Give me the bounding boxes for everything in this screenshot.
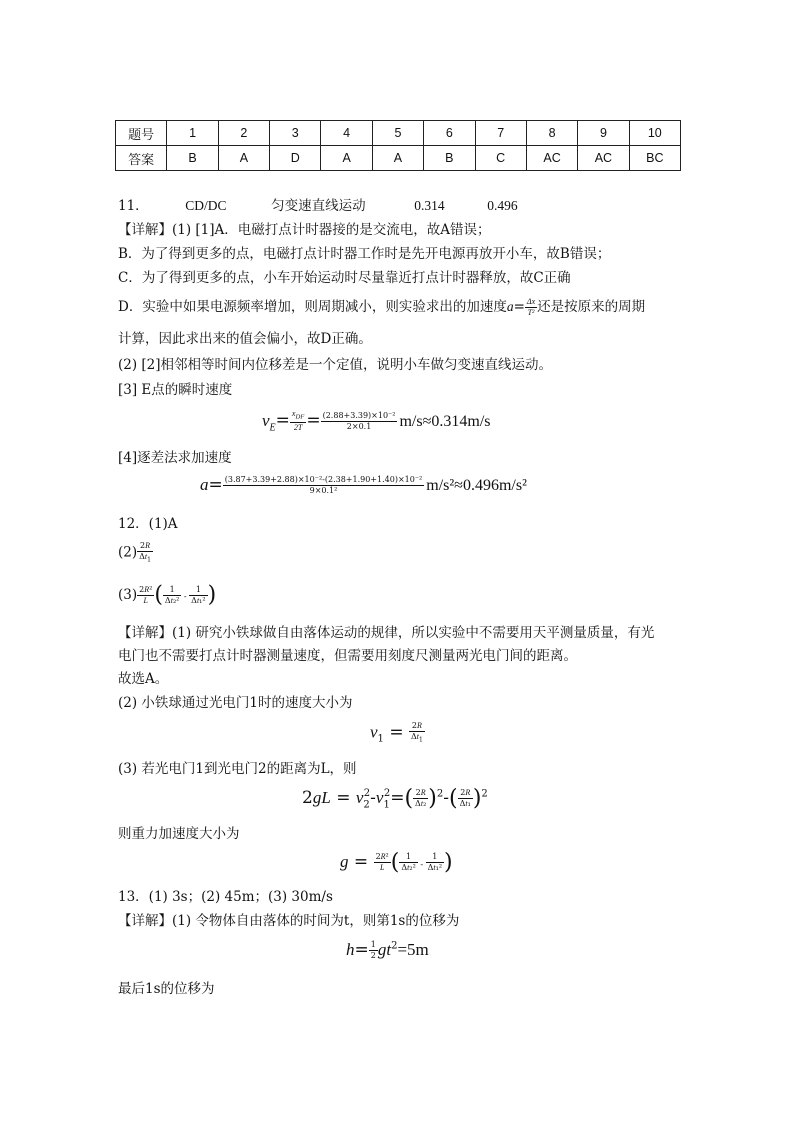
equation-ve: $v_E=$ $\frac{x_{DF}}{2T}$ = $\frac{\text{(2.88+3.39)×10⁻²}}{2\times 0.1}$ m/s≈0.314m/s bbox=[262, 409, 491, 434]
equation-a: a= $\frac{\text{(3.87+3.39+2.88)×10⁻²-(2.38+1.90+1.40)×10⁻²}}{\text{9×0.1²}}$ m/s²≈0.496m/s² bbox=[200, 475, 527, 495]
a-result: m/s²≈0.496m/s² bbox=[426, 477, 527, 494]
q12-detail-2: (2) 小铁球通过光电门1时的速度大小为 bbox=[118, 695, 353, 711]
formula-a: a bbox=[506, 299, 514, 314]
h-result: =5m bbox=[397, 940, 429, 959]
q11-detail-b: B．为了得到更多的点，电磁打点计时器工作时是先开电源再放开小车，故B错误； bbox=[118, 246, 611, 262]
table-cell-number: 6 bbox=[424, 121, 475, 146]
q12-answer-1: 12．(1)A bbox=[118, 516, 178, 532]
formula-dx-over-t2: $\frac{\Delta x}{\text{T²}}$ bbox=[526, 297, 536, 317]
q11-detail-4: [4]逐差法求加速度 bbox=[118, 450, 232, 466]
a-numerator: (3.87+3.39+2.88)×10⁻²-(2.38+1.90+1.40)×10⁻² bbox=[224, 475, 423, 484]
table-cell-number: 10 bbox=[629, 121, 680, 146]
a-denominator: 9×0.1² bbox=[309, 486, 338, 495]
table-cell-answer: B bbox=[424, 146, 475, 171]
table-cell-answer: D bbox=[270, 146, 321, 171]
ve-numerator: (2.88+3.39)×10⁻² bbox=[322, 410, 396, 420]
q11-detail-c: C．为了得到更多的点，小车开始运动时尽量靠近打点计时器释放，故C正确 bbox=[118, 270, 571, 286]
table-row-numbers bbox=[116, 121, 681, 146]
equation-h: h= $\frac{1}{2}$ $gt^2=5m$ bbox=[346, 940, 429, 960]
q11-answer-line bbox=[118, 197, 518, 215]
table-cell-number: 7 bbox=[475, 121, 526, 146]
q12-g-label: 则重力加速度大小为 bbox=[118, 826, 240, 842]
table-cell-answer: BC bbox=[629, 146, 680, 171]
answer-table bbox=[115, 120, 681, 171]
table-cell-answer: A bbox=[218, 146, 269, 171]
equation-v1: $v_1$ = $\frac{2R}{\Delta t_1}$ bbox=[370, 721, 423, 745]
table-cell-number: 4 bbox=[321, 121, 372, 146]
table-header-label: 题号 bbox=[116, 121, 167, 146]
q13-last: 最后1s的位移为 bbox=[118, 981, 215, 997]
q11-blank-2: 匀变速直线运动 bbox=[271, 198, 366, 214]
q11-detail-a: 【详解】(1) [1]A．电磁打点计时器接的是交流电，故A错误； bbox=[118, 222, 491, 238]
q11-detail-2: (2) [2]相邻相等时间内位移差是一个定值，说明小车做匀变速直线运动。 bbox=[118, 357, 553, 373]
q11-detail-3: [3] E点的瞬时速度 bbox=[118, 382, 233, 398]
q11-detail-d-pre: D．实验中如果电源频率增加，则周期减小，则实验求出的加速度 bbox=[118, 299, 507, 315]
table-cell-answer: A bbox=[372, 146, 423, 171]
ve-result: m/s≈0.314m/s bbox=[399, 412, 491, 430]
q11-detail-d2: 计算，因此求出来的值会偏小，故D正确。 bbox=[118, 331, 372, 347]
q13-detail-1: 【详解】(1) 令物体自由落体的时间为t，则第1s的位移为 bbox=[118, 913, 460, 929]
table-cell-answer: C bbox=[475, 146, 526, 171]
equation-2gl: $2gL = v_2^2-v_1^2=$( $\frac{2R}{\text{Δt₂}}$ )$^2$-( $\frac{2R}{\text{Δt₁}}$ )$^2$ bbox=[302, 786, 488, 811]
table-cell-answer: B bbox=[167, 146, 218, 171]
table-cell-number: 1 bbox=[167, 121, 218, 146]
q12-answer-3: (3) $\frac{\text{2R²}}{L}$ ( $\frac{1}{\text{Δt₂²}}$ - $\frac{1}{\text{Δt₁²}}$ ) bbox=[118, 582, 217, 608]
q12-detail-3: (3) 若光电门1到光电门2的距离为L，则 bbox=[118, 761, 357, 777]
q12-detail-1b: 电门也不需要打点计时器测量速度，但需要用刻度尺测量两光电门间的距离。 bbox=[118, 648, 577, 664]
formula-2r-over-dt1: $\frac{2R}{\Delta t_1}$ bbox=[139, 541, 151, 564]
q12-answer-2 bbox=[118, 542, 153, 564]
q11-detail-d-post: 还是按原来的周期 bbox=[537, 299, 646, 315]
equation-g: g = $\frac{\text{2R²}}{L}$ ( $\frac{1}{\text{Δt₂²}}$ - $\frac{1}{\text{Δt₁²}}$ ) bbox=[340, 850, 453, 875]
table-cell-answer: A bbox=[321, 146, 372, 171]
table-cell-number: 3 bbox=[270, 121, 321, 146]
q12-answer-2-prefix: (2) bbox=[118, 544, 138, 561]
q11-number: 11． bbox=[118, 198, 149, 214]
q11-blank-3: 0.314 bbox=[414, 198, 445, 213]
table-answer-label: 答案 bbox=[116, 146, 167, 171]
q12-detail-1: 【详解】(1) 研究小铁球做自由落体运动的规律，所以实验中不需要用天平测量质量，有光 bbox=[118, 625, 655, 641]
q12-answer-3-prefix: (3) bbox=[118, 587, 138, 603]
table-cell-number: 9 bbox=[578, 121, 629, 146]
q11-blank-1: CD/DC bbox=[185, 198, 227, 213]
q12-choose: 故选A。 bbox=[118, 671, 169, 687]
q11-blank-4: 0.496 bbox=[487, 198, 518, 213]
table-cell-answer: AC bbox=[578, 146, 629, 171]
table-cell-number: 8 bbox=[526, 121, 577, 146]
table-row-answers bbox=[116, 146, 681, 171]
q11-detail-d: D．实验中如果电源频率增加，则周期减小，则实验求出的加速度a= $\frac{\Delta x}{\text{T²}}$ 还是按原来的周期 bbox=[118, 297, 646, 317]
q13-answer: 13．(1) 3s；(2) 45m；(3) 30m/s bbox=[118, 889, 333, 905]
table-cell-answer: AC bbox=[526, 146, 577, 171]
table-cell-number: 5 bbox=[372, 121, 423, 146]
ve-denominator: 2×0.1 bbox=[346, 421, 372, 431]
table-cell-number: 2 bbox=[218, 121, 269, 146]
